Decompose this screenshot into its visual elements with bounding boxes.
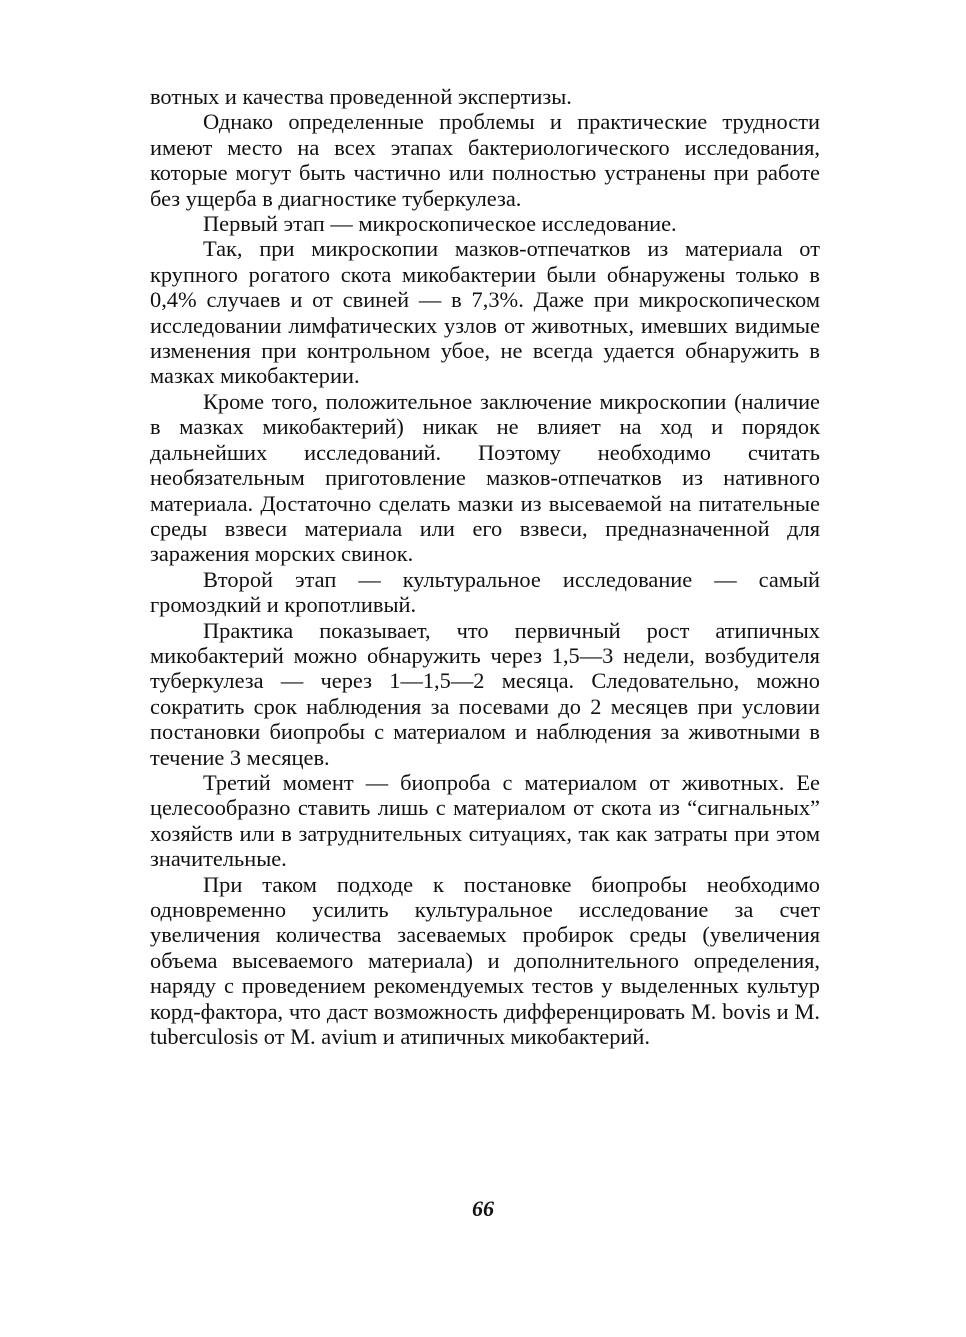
paragraph-bioassay-approach: При таком подходе к постановке биопробы необходимо одновременно усилить культуральное исследование за счет увеличения количества засеваемых пробирок среды (увеличения объема высеваемого материала) и дополнительного определения, наряду с проведением рекомендуемых тестов у выделенных культур корд-фактора, что даст возможность дифференцировать M. bovis и M. tuberculosis от M. avium и атипичных микобактерий.	[150, 871, 820, 1050]
paragraph-microscopy: Так, при микроскопии мазков-отпечатков из материала от крупного рогатого скота микобактерии были обнаружены только в 0,4% случаев и от свиней — в 7,3%. Даже при микроскопическом исследовании лимфатических узлов от животных, имевших видимые изменения при контрольном убое, не всегда удается обнаружить в мазках микобактерии.	[150, 236, 820, 389]
paragraph-first-stage: Первый этап — микроскопическое исследование.	[203, 211, 677, 237]
paragraph-practice: Практика показывает, что первичный рост атипичных микобактерий можно обнаружить через 1,5—3 недели, возбудителя туберкулеза — через 1—1,5—2 месяца. Следовательно, можно сократить срок наблюдения за посевами до 2 месяцев при условии постановки биопробы с материалом и наблюдения за животными в течение 3 месяцев.	[150, 617, 820, 770]
paragraph-continuation: вотных и качества проведенной экспертизы.	[150, 84, 572, 109]
paragraph-third-moment: Третий момент — биопроба с материалом от животных. Ее целесообразно ставить лишь с материалом от скота из “сигнальных” хозяйств или в затруднительных ситуациях, так как затраты при этом значительные.	[150, 769, 820, 872]
paragraph-problems: Однако определенные проблемы и практические трудности имеют место на всех этапах бактериологического исследования, которые могут быть частично или полностью устранены при работе без ущерба в диагностике туберкулеза.	[150, 109, 820, 211]
page-number: 66	[472, 1196, 494, 1221]
paragraph-microscopy-conclusion: Кроме того, положительное заключение микроскопии (наличие в мазках микобактерий) никак не влияет на ход и порядок дальнейших исследований. Поэтому необходимо считать необязательным приготовление мазков-отпечатков из нативного материала. Достаточно сделать мазки из высеваемой на питательные среды взвеси материала или его взвеси, предназначенной для заражения морских свинок.	[150, 388, 820, 567]
paragraph-second-stage: Второй этап — культуральное исследование — самый громоздкий и кропотливый.	[150, 566, 820, 618]
page-body	[150, 84, 820, 1049]
